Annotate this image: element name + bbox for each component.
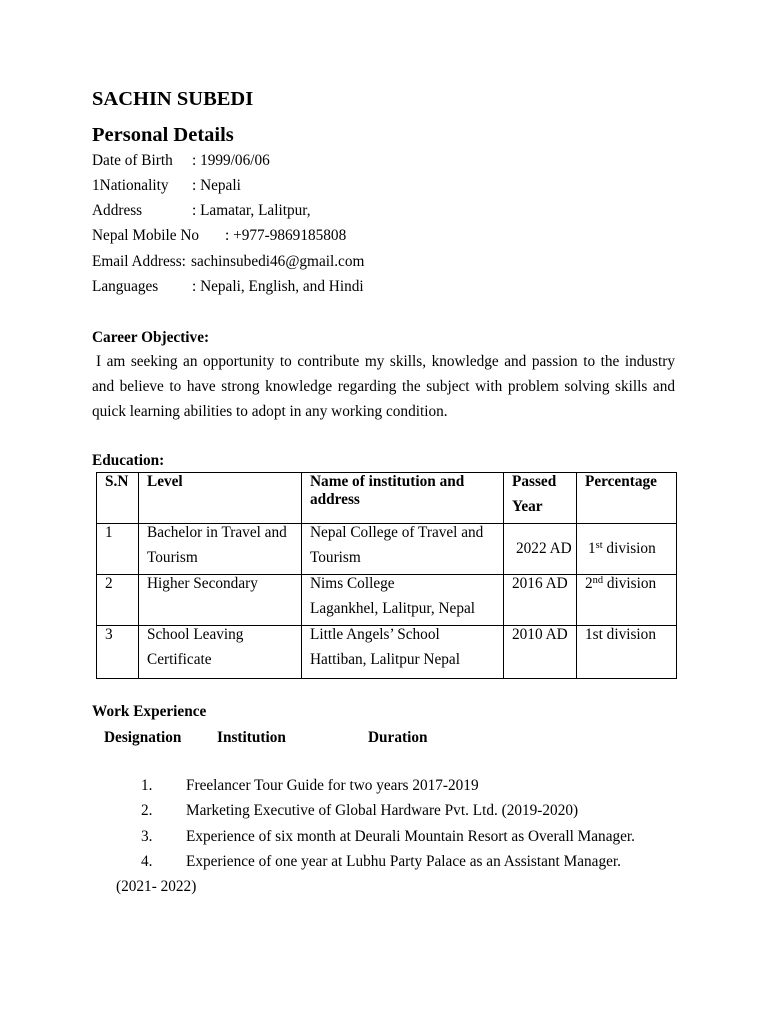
passed-year-label: Passed Year: [512, 473, 557, 515]
career-objective-line: I am seeking an opportunity to contribute my skills, knowledge and passion to the industry: [96, 353, 675, 370]
sn-value: 2: [105, 575, 113, 592]
institution-line: Hattiban, Lalitpur Nepal: [310, 651, 460, 668]
percentage-suffix: division: [603, 575, 657, 592]
languages-label: Languages: [92, 278, 159, 295]
list-item-text: Experience of one year at Lubhu Party Palace as an Assistant Manager.: [186, 853, 621, 870]
level-cell: [139, 626, 302, 679]
institution-cell: [302, 626, 504, 679]
institution-value: [310, 520, 497, 570]
list-item-text: Freelancer Tour Guide for two years 2017-2019: [186, 777, 479, 794]
percentage-value: [588, 540, 656, 557]
institution-line: Nims College: [310, 575, 395, 592]
institution-cell: [302, 524, 504, 575]
percentage-value: 1st division: [585, 626, 656, 643]
column-header-level: Level: [139, 473, 302, 524]
mobile-label: Nepal Mobile No: [92, 227, 200, 244]
sn-cell: [97, 575, 139, 626]
table-row: [97, 524, 677, 575]
dob-label: Date of Birth: [92, 152, 173, 169]
level-cell: [139, 524, 302, 575]
institution-line: Little Angels’ School: [310, 626, 440, 643]
year-value: 2022 AD: [516, 540, 572, 557]
institution-cell: [302, 575, 504, 626]
column-header-institution: Name of institution and address: [302, 473, 504, 524]
list-item-number: 3.: [141, 828, 153, 845]
percentage-number: 1: [588, 540, 596, 557]
email-label: Email Address:: [92, 253, 186, 270]
percentage-ordinal-suffix: st: [595, 540, 603, 552]
percentage-value: [585, 571, 670, 596]
address-label: Address: [92, 202, 143, 219]
institution-value: [310, 622, 497, 672]
institution-value: [310, 571, 497, 621]
email-value: sachinsubedi46@gmail.com: [191, 253, 365, 270]
percentage-ordinal-suffix: nd: [592, 575, 604, 587]
education-heading: Education:: [92, 452, 165, 469]
percentage-number: 2: [585, 575, 593, 592]
personal-details-heading: Personal Details: [92, 124, 234, 146]
education-header-row: [97, 473, 677, 524]
list-item-number: 2.: [141, 802, 153, 819]
level-value: Bachelor in Travel and Tourism: [147, 524, 287, 566]
sn-value: 3: [105, 626, 113, 643]
mobile-value: : +977-9869185808: [225, 227, 347, 244]
column-header-sn: S.N: [97, 473, 139, 524]
year-cell: [504, 575, 577, 626]
table-row: [97, 575, 677, 626]
languages-value: : Nepali, English, and Hindi: [192, 278, 364, 295]
percentage-cell: [577, 524, 677, 575]
level-value: Higher Secondary: [147, 575, 258, 592]
column-header-percentage: Percentage: [577, 473, 677, 524]
sn-cell: [97, 524, 139, 575]
percentage-cell: [577, 575, 677, 626]
list-item-number: 4.: [141, 853, 153, 870]
candidate-name: SACHIN SUBEDI: [92, 88, 254, 110]
list-item-continuation: (2021- 2022): [116, 878, 197, 895]
column-header-passed-year: [504, 473, 577, 524]
institution-line: Lagankhel, Lalitpur, Nepal: [310, 600, 476, 617]
career-objective-line: and believe to have strong knowledge regarding the subject with problem solving skills and: [92, 378, 675, 395]
percentage-cell: [577, 626, 677, 679]
nationality-value: : Nepali: [192, 177, 241, 194]
education-table: [96, 472, 677, 679]
sn-value: 1: [105, 524, 113, 541]
year-cell: [504, 524, 577, 575]
level-value: School Leaving Certificate: [147, 626, 244, 668]
institution-line: Nepal College of Travel and Tourism: [310, 524, 484, 566]
list-item-text: Experience of six month at Deurali Mountain Resort as Overall Manager.: [186, 828, 636, 845]
career-objective-heading: Career Objective:: [92, 329, 210, 346]
duration-column-label: Duration: [368, 729, 428, 746]
designation-column-label: Designation: [104, 729, 182, 746]
table-row: [97, 626, 677, 679]
work-experience-heading: Work Experience: [92, 703, 207, 720]
list-item-text: Marketing Executive of Global Hardware Pvt. Ltd. (2019-2020): [186, 802, 579, 819]
sn-cell: [97, 626, 139, 679]
address-value: : Lamatar, Lalitpur,: [192, 202, 311, 219]
year-value: 2010 AD: [512, 626, 568, 643]
year-value: 2016 AD: [512, 575, 568, 592]
career-objective-line: quick learning abilities to adopt in any working condition.: [92, 403, 448, 420]
dob-value: : 1999/06/06: [192, 152, 270, 169]
percentage-suffix: division: [602, 540, 656, 557]
institution-column-label: Institution: [217, 729, 286, 746]
level-cell: [139, 575, 302, 626]
list-item-number: 1.: [141, 777, 153, 794]
year-cell: [504, 626, 577, 679]
nationality-label: 1Nationality: [92, 177, 169, 194]
